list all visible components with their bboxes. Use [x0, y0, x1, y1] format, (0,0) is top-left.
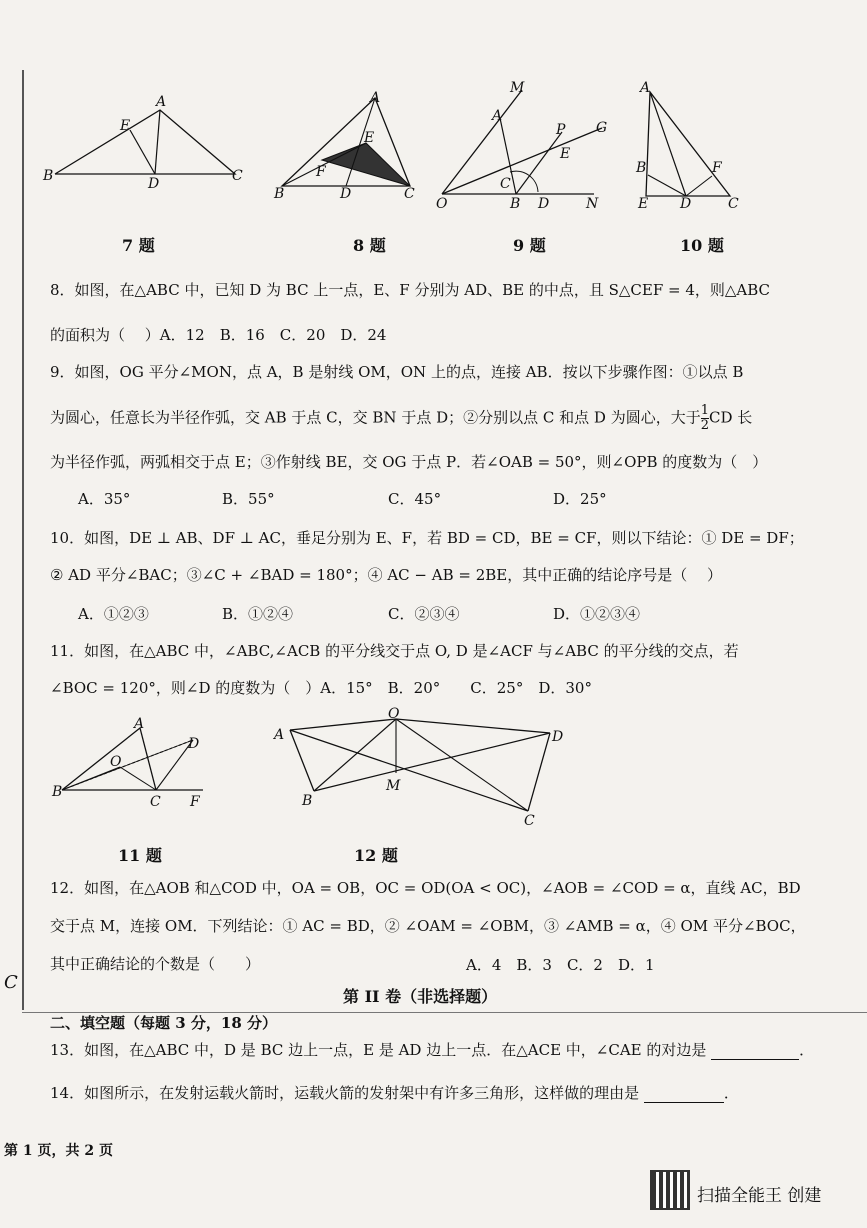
q9-option-a: A．35° [78, 490, 131, 508]
svg-text:B: B [510, 196, 521, 212]
figure-8-caption: 8 题 [353, 236, 386, 255]
svg-text:P: P [556, 122, 566, 138]
svg-text:B: B [302, 793, 313, 809]
question-8-line1: 8．如图，在△ABC 中，已知 D 为 BC 上一点，E、F 分别为 AD、BE 的中点，且 S△CEF = 4，则△ABC [50, 281, 771, 299]
qr-code-icon [652, 1172, 688, 1208]
svg-text:C: C [232, 168, 243, 184]
svg-text:B: B [52, 784, 63, 800]
svg-text:A: A [156, 94, 167, 110]
svg-text:N: N [586, 196, 599, 212]
question-9-line2a: 为圆心，任意长为半径作弧，交 AB 于点 C，交 BN 于点 D；②分别以点 C 和点 D 为圆心，大于 [50, 408, 701, 427]
svg-text:M: M [510, 80, 525, 96]
svg-text:D: D [148, 176, 160, 192]
svg-text:D: D [552, 729, 564, 745]
figure-10 [632, 80, 742, 210]
svg-text:A: A [134, 716, 145, 732]
svg-text:E: E [120, 118, 131, 134]
question-13-text: 13．如图，在△ABC 中，D 是 BC 边上一点，E 是 AD 边上一点．在△ACE 中，∠CAE 的对边是 [50, 1041, 707, 1059]
one-half-fraction: $\frac{1}{2}$ [700, 403, 709, 433]
question-10-line1: 10．如图，DE ⊥ AB、DF ⊥ AC，垂足分别为 E、F，若 BD = CD，BE = CF，则以下结论：① DE = DF； [50, 529, 804, 547]
figure-12-caption: 12 题 [354, 846, 398, 865]
figure-7-caption: 7 题 [122, 236, 155, 255]
page-number: 第 1 页，共 2 页 [4, 1143, 113, 1159]
question-9-line2 [50, 404, 752, 433]
svg-text:D: D [340, 186, 352, 202]
q10-option-c: C．②③④ [388, 605, 460, 623]
figure-10-caption: 10 题 [680, 236, 724, 255]
svg-text:C: C [150, 794, 161, 810]
question-9-line1: 9．如图，OG 平分∠MON，点 A，B 是射线 OM，ON 上的点，连接 AB．按以下步骤作图：①以点 B [50, 363, 744, 381]
margin-mark: C [4, 972, 18, 993]
svg-text:G: G [596, 120, 608, 136]
svg-text:E: E [560, 146, 571, 162]
svg-text:E: E [364, 130, 375, 146]
figure-11 [48, 712, 218, 812]
q12-options: A．4 B．3 C．2 D．1 [466, 956, 655, 974]
svg-text:D: D [188, 736, 200, 752]
svg-text:C: C [500, 176, 511, 192]
question-9-line3: 为半径作弧，两弧相交于点 E；③作射线 BE，交 OG 于点 P．若∠OAB = 50°，则∠OPB 的度数为（ ） [50, 453, 768, 471]
question-11-line2: ∠BOC = 120°，则∠D 的度数为（ ）A．15° B．20° C．25° D．30° [50, 679, 592, 697]
question-11-line1: 11．如图，在△ABC 中，∠ABC,∠ACB 的平分线交于点 O, D 是∠ACF 与∠ABC 的平分线的交点，若 [50, 642, 739, 660]
question-14: 14．如图所示，在发射运载火箭时，运载火箭的发射架中有许多三角形，这样做的理由是 ． [50, 1084, 739, 1102]
svg-text:F: F [190, 794, 200, 810]
svg-text:A: A [370, 90, 381, 106]
q9-option-c: C．45° [388, 490, 442, 508]
svg-text:C: C [728, 196, 739, 210]
svg-text:O: O [110, 754, 122, 770]
question-12-line1: 12．如图，在△AOB 和△COD 中，OA = OB，OC = OD(OA < OC)，∠AOB = ∠COD = α，直线 AC，BD [50, 879, 801, 897]
part-2-title: 第 II 卷（非选择题） [343, 987, 498, 1006]
question-13: 13．如图，在△ABC 中，D 是 BC 边上一点，E 是 AD 边上一点．在△ACE 中，∠CAE 的对边是 ． [50, 1041, 815, 1059]
figure-8 [270, 88, 430, 203]
svg-text:C: C [524, 813, 535, 829]
svg-text:F: F [712, 160, 722, 176]
q9-option-b: B．55° [222, 490, 275, 508]
figure-9 [432, 80, 612, 212]
svg-text:E: E [638, 196, 649, 210]
svg-text:M: M [386, 778, 401, 794]
question-14-text: 14．如图所示，在发射运载火箭时，运载火箭的发射架中有许多三角形，这样做的理由是 [50, 1084, 640, 1102]
q14-answer-blank[interactable] [644, 1088, 724, 1103]
svg-text:O: O [388, 706, 400, 722]
svg-text:D: D [680, 196, 692, 210]
figure-11-caption: 11 题 [118, 846, 162, 865]
q10-option-b: B．①②④ [222, 605, 294, 623]
question-12-line2: 交于点 M，连接 OM．下列结论：① AC = BD，② ∠OAM = ∠OBM，③ ∠AMB = α，④ OM 平分∠BOC， [50, 917, 806, 935]
svg-text:F: F [316, 164, 326, 180]
binding-line [22, 70, 24, 1010]
q10-option-a: A．①②③ [78, 605, 149, 623]
svg-text:B: B [636, 160, 647, 176]
svg-text:B: B [274, 186, 285, 202]
question-10-line2: ② AD 平分∠BAC；③∠C + ∠BAD = 180°；④ AC − AB = 2BE，其中正确的结论序号是（ ） [50, 566, 723, 584]
section-2-heading: 二、填空题（每题 3 分，18 分） [50, 1014, 277, 1032]
svg-text:D: D [538, 196, 550, 212]
svg-text:C: C [404, 186, 415, 202]
question-8-line2: 的面积为（ ）A．12 B．16 C．20 D．24 [50, 326, 387, 344]
question-9-line2b: CD 长 [708, 408, 753, 427]
svg-text:B: B [43, 168, 54, 184]
svg-text:A: A [640, 80, 651, 96]
figure-7 [40, 92, 250, 192]
scanner-watermark: 扫描全能王 创建 [697, 1186, 822, 1206]
svg-text:O: O [436, 196, 448, 212]
q13-answer-blank[interactable] [711, 1045, 799, 1060]
svg-text:A: A [274, 727, 285, 743]
q9-option-d: D．25° [553, 490, 607, 508]
question-12-line3: 其中正确结论的个数是（ ） [50, 955, 261, 973]
figure-9-caption: 9 题 [513, 236, 546, 255]
q10-option-d: D．①②③④ [553, 605, 641, 623]
figure-12 [270, 705, 580, 830]
svg-text:A: A [492, 108, 503, 124]
